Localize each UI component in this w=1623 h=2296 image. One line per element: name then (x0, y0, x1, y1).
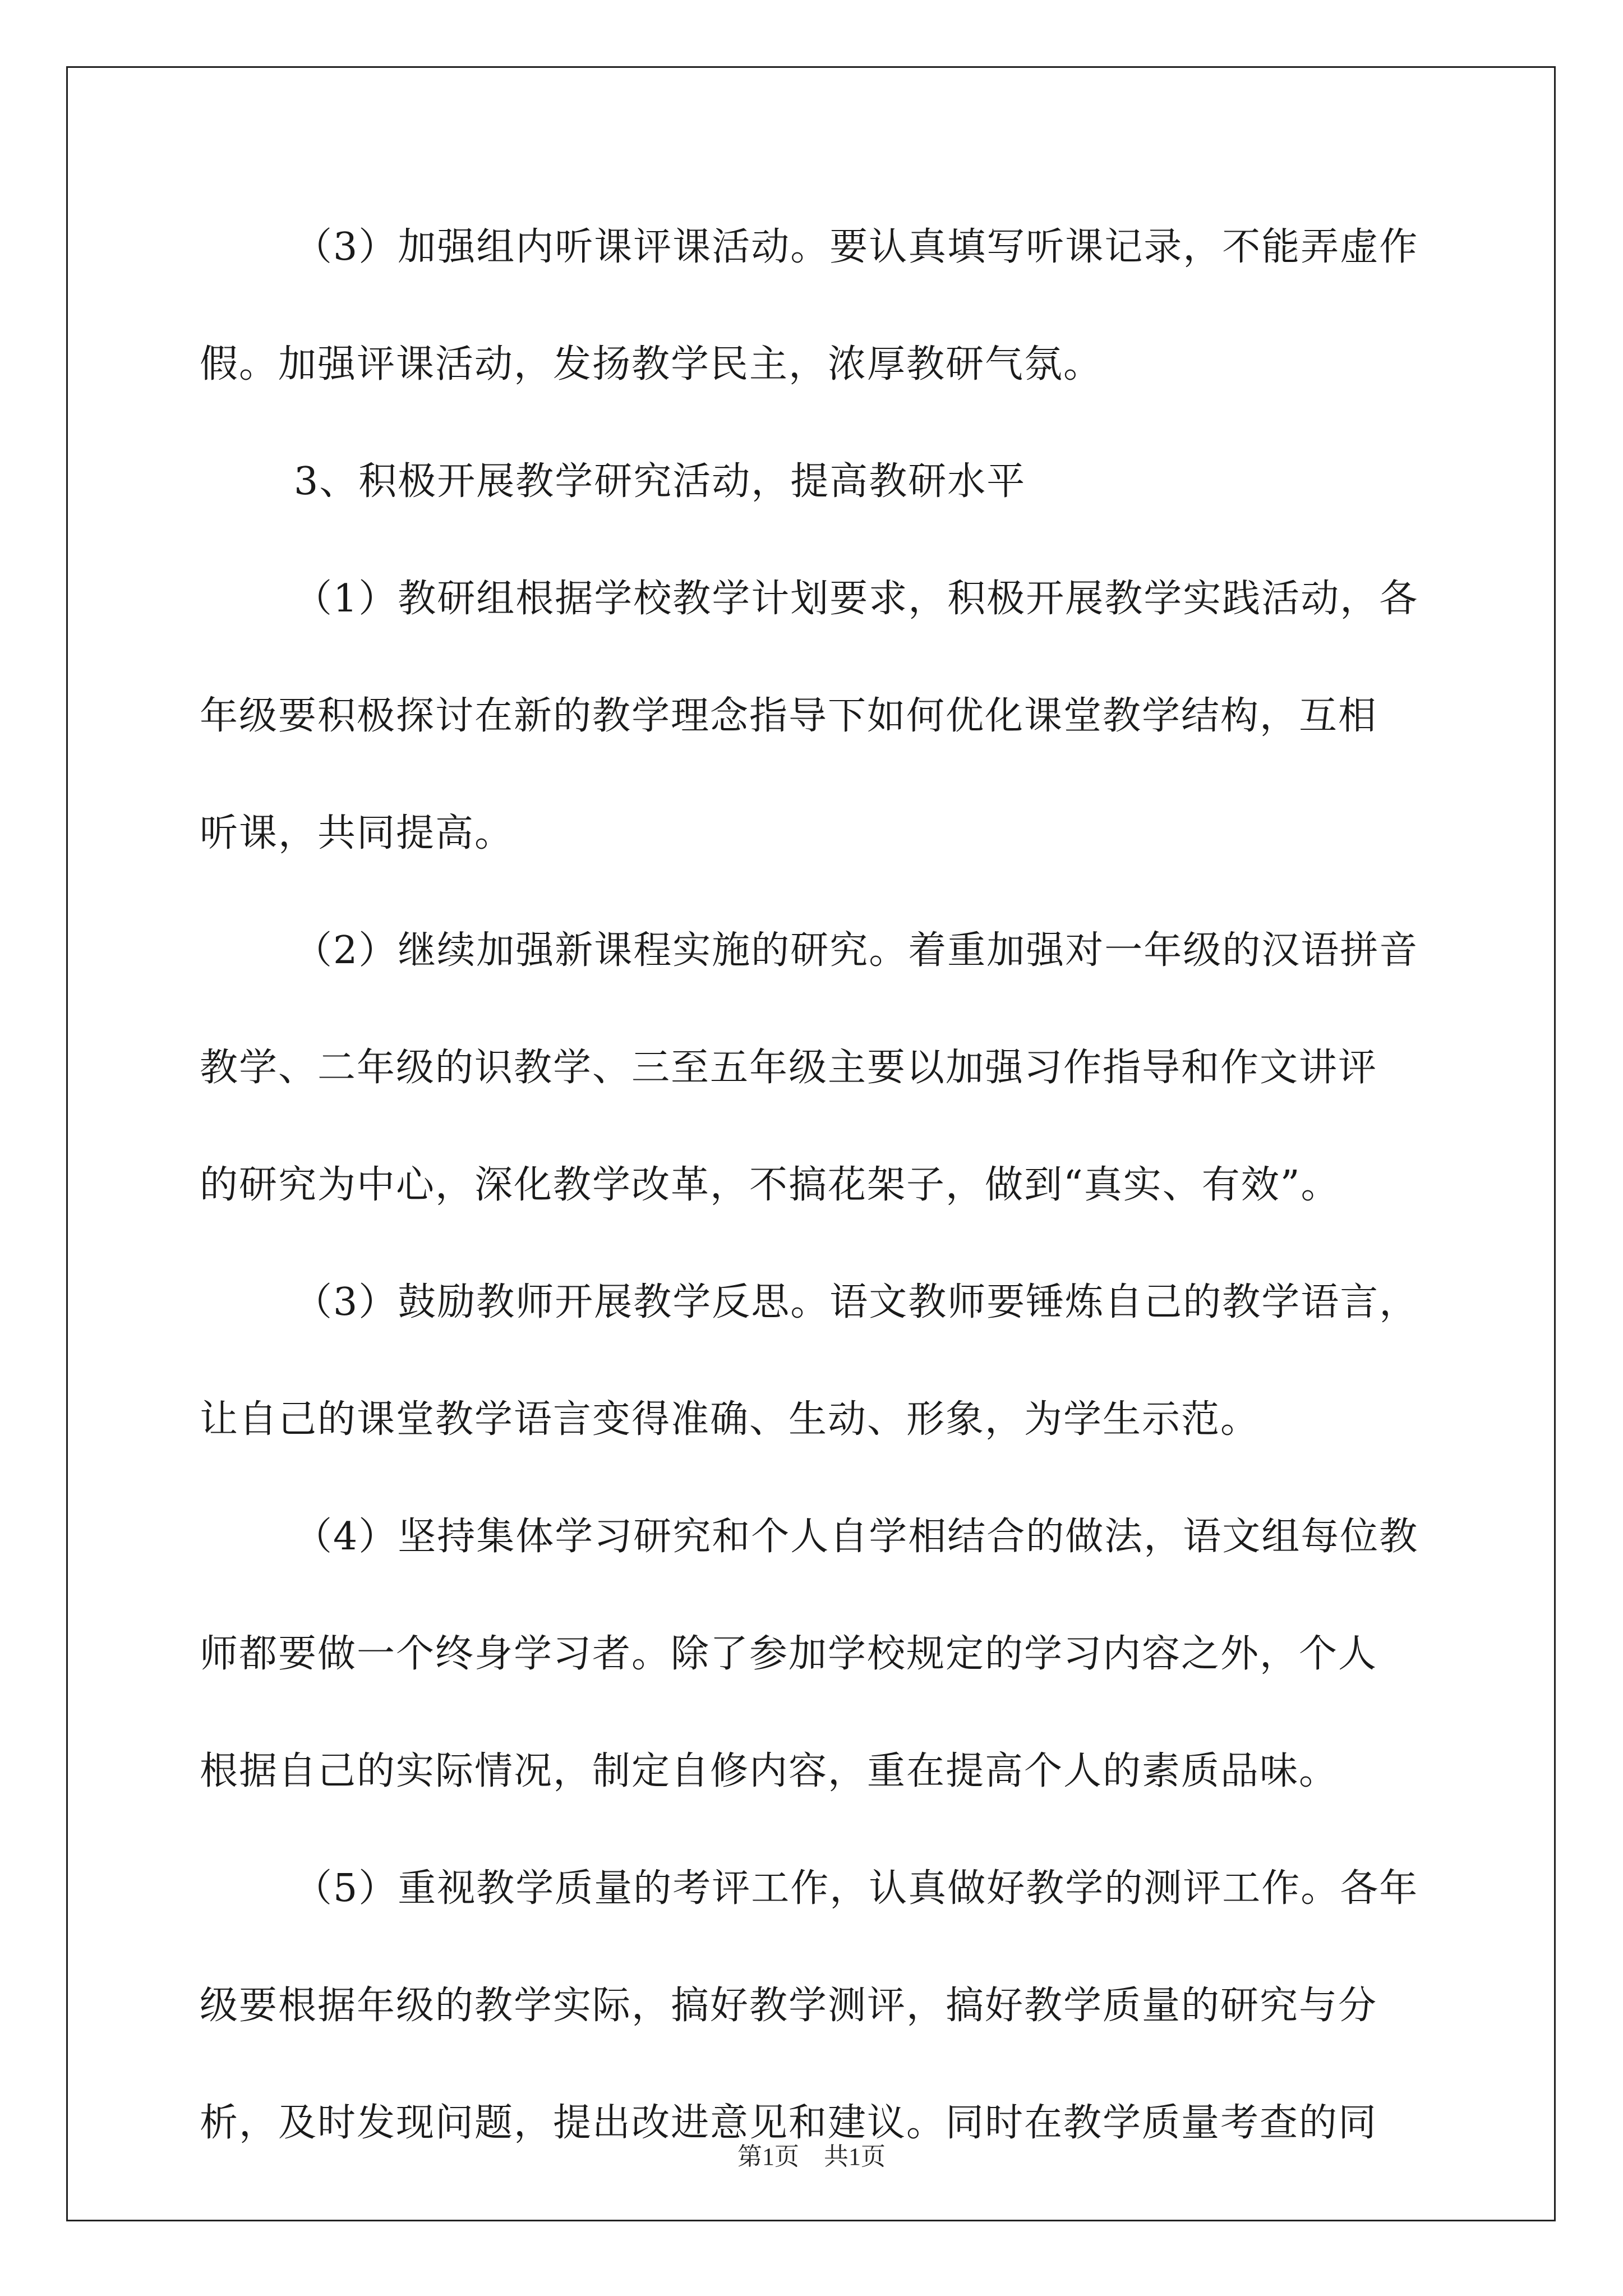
paragraph-line: 级要根据年级的教学实际，搞好教学测评，搞好教学质量的研究与分 (200, 1984, 1378, 2028)
paragraph-line: 让自己的课堂教学语言变得准确、生动、形象，为学生示范。 (200, 1397, 1260, 1442)
page-number: 第1页 共1页 (737, 2143, 886, 2170)
paragraph-line: 根据自己的实际情况，制定自修内容，重在提高个人的素质品味。 (200, 1749, 1339, 1793)
paragraph-line: （4）坚持集体学习研究和个人自学相结合的做法，语文组每位教 (294, 1515, 1419, 1559)
paragraph-line: 教学、二年级的识教学、三至五年级主要以加强习作指导和作文讲评 (200, 1046, 1378, 1090)
paragraph-line: （3）加强组内听课评课活动。要认真填写听课记录，不能弄虚作 (294, 225, 1419, 269)
paragraph-line: （5）重视教学质量的考评工作，认真做好教学的测评工作。各年 (294, 1866, 1419, 1911)
section-heading: 3、积极开展教学研究活动，提高教研水平 (294, 459, 1026, 504)
paragraph-line: 年级要积极探讨在新的教学理念指导下如何优化课堂教学结构，互相 (200, 694, 1378, 738)
paragraph-line: 析，及时发现问题，提出改进意见和建议。同时在教学质量考查的同 (200, 2101, 1378, 2145)
paragraph-line: 师都要做一个终身学习者。除了参加学校规定的学习内容之外，个人 (200, 1632, 1378, 1676)
paragraph-line: 假。加强评课活动，发扬教学民主，浓厚教研气氛。 (200, 342, 1103, 386)
paragraph-line: （3）鼓励教师开展教学反思。语文教师要锤炼自己的教学语言， (294, 1280, 1419, 1324)
paragraph-line: （1）教研组根据学校教学计划要求，积极开展教学实践活动，各 (294, 577, 1419, 621)
paragraph-line: 听课，共同提高。 (200, 811, 514, 855)
paragraph-line: 的研究为中心，深化教学改革，不搞花架子，做到“真实、有效”。 (200, 1163, 1340, 1207)
paragraph-line: （2）继续加强新课程实施的研究。着重加强对一年级的汉语拼音 (294, 928, 1419, 973)
